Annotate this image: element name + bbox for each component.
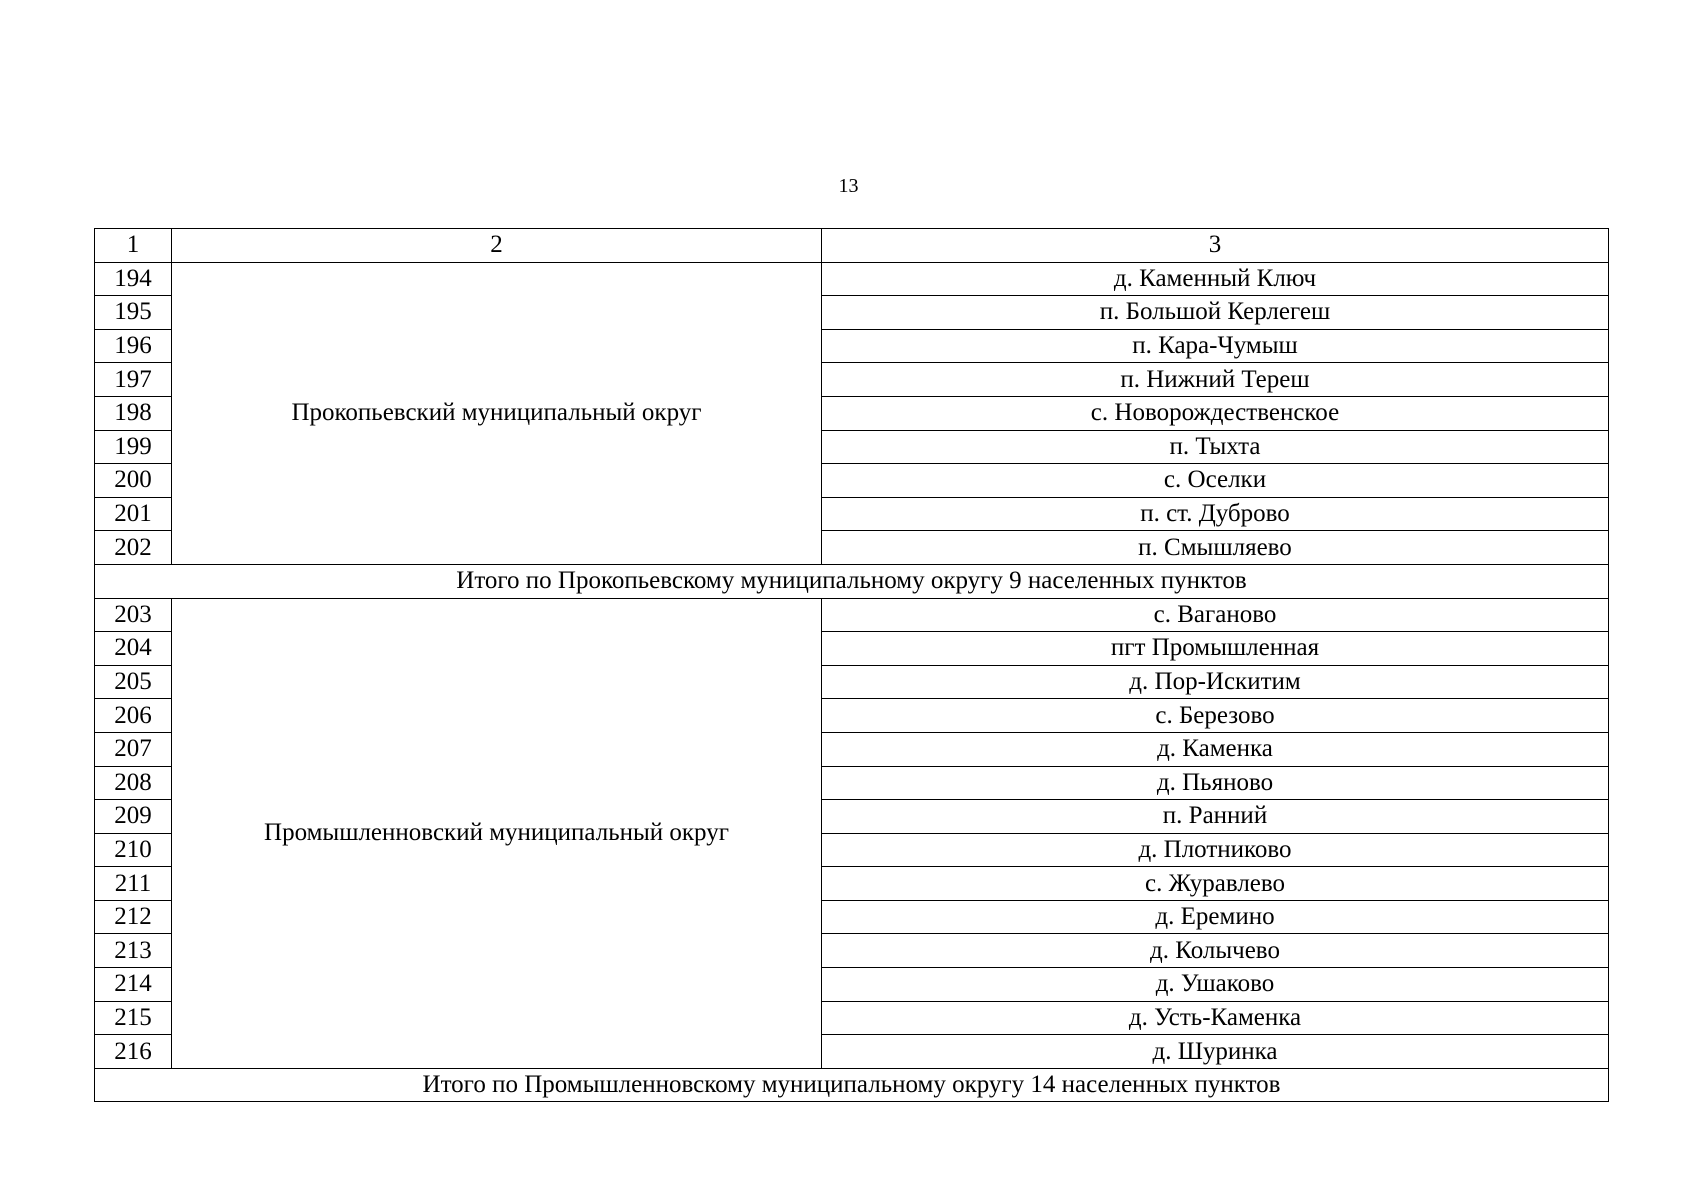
row-number-cell: 215 xyxy=(95,1001,172,1035)
row-number-cell: 203 xyxy=(95,598,172,632)
row-number-cell: 211 xyxy=(95,867,172,901)
settlements-table xyxy=(94,228,1609,1102)
row-number-cell: 204 xyxy=(95,632,172,666)
settlement-cell: д. Колычево xyxy=(822,934,1609,968)
settlement-cell: д. Еремино xyxy=(822,900,1609,934)
row-number-cell: 213 xyxy=(95,934,172,968)
total-cell: Итого по Промышленновскому муниципальному округу 14 населенных пунктов xyxy=(95,1068,1609,1102)
settlement-cell: с. Новорождественское xyxy=(822,396,1609,430)
settlement-cell: п. Кара-Чумыш xyxy=(822,329,1609,363)
settlement-cell: п. Ранний xyxy=(822,800,1609,834)
row-number-cell: 196 xyxy=(95,329,172,363)
row-number-cell: 208 xyxy=(95,766,172,800)
settlement-cell: д. Шуринка xyxy=(822,1035,1609,1069)
settlement-cell: с. Ваганово xyxy=(822,598,1609,632)
district-cell: Промышленновский муниципальный округ xyxy=(172,598,822,1068)
header-row xyxy=(95,229,1609,263)
page-number: 13 xyxy=(838,175,859,197)
row-number-cell: 209 xyxy=(95,800,172,834)
header-cell-3: 3 xyxy=(822,229,1609,263)
settlement-cell: д. Каменка xyxy=(822,732,1609,766)
total-cell: Итого по Прокопьевскому муниципальному округу 9 населенных пунктов xyxy=(95,564,1609,598)
row-number-cell: 199 xyxy=(95,430,172,464)
settlement-cell: д. Пьяново xyxy=(822,766,1609,800)
settlement-cell: д. Пор-Искитим xyxy=(822,665,1609,699)
row-number-cell: 201 xyxy=(95,497,172,531)
table-row xyxy=(95,262,1609,296)
settlement-cell: д. Каменный Ключ xyxy=(822,262,1609,296)
row-number-cell: 200 xyxy=(95,464,172,498)
row-number-cell: 206 xyxy=(95,699,172,733)
district-cell: Прокопьевский муниципальный округ xyxy=(172,262,822,564)
total-row xyxy=(95,564,1609,598)
row-number-cell: 202 xyxy=(95,531,172,565)
row-number-cell: 205 xyxy=(95,665,172,699)
row-number-cell: 216 xyxy=(95,1035,172,1069)
settlement-cell: пгт Промышленная xyxy=(822,632,1609,666)
settlement-cell: п. Смышляево xyxy=(822,531,1609,565)
settlement-cell: п. Большой Керлегеш xyxy=(822,296,1609,330)
table-body xyxy=(95,229,1609,1102)
settlement-cell: п. ст. Дуброво xyxy=(822,497,1609,531)
total-row xyxy=(95,1068,1609,1102)
row-number-cell: 197 xyxy=(95,363,172,397)
row-number-cell: 212 xyxy=(95,900,172,934)
settlement-cell: д. Ушаково xyxy=(822,968,1609,1002)
header-cell-1: 1 xyxy=(95,229,172,263)
row-number-cell: 214 xyxy=(95,968,172,1002)
row-number-cell: 210 xyxy=(95,833,172,867)
row-number-cell: 195 xyxy=(95,296,172,330)
settlement-cell: д. Плотниково xyxy=(822,833,1609,867)
header-cell-2: 2 xyxy=(172,229,822,263)
row-number-cell: 194 xyxy=(95,262,172,296)
settlement-cell: с. Журавлево xyxy=(822,867,1609,901)
row-number-cell: 198 xyxy=(95,396,172,430)
row-number-cell: 207 xyxy=(95,732,172,766)
settlement-cell: п. Нижний Тереш xyxy=(822,363,1609,397)
settlement-cell: с. Оселки xyxy=(822,464,1609,498)
settlement-cell: п. Тыхта xyxy=(822,430,1609,464)
settlement-cell: с. Березово xyxy=(822,699,1609,733)
settlement-cell: д. Усть-Каменка xyxy=(822,1001,1609,1035)
table-row xyxy=(95,598,1609,632)
